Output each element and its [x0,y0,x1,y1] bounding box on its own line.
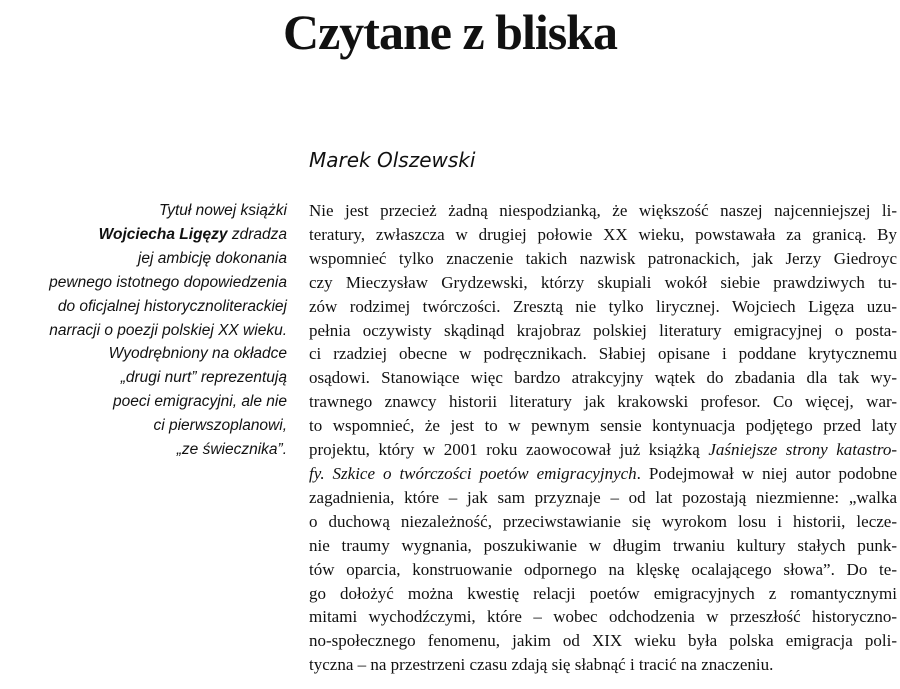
lead-line: Wyodrębniony na okładce [108,345,287,363]
body-line: tów oparcia, konstruowanie odpornego na klęskę ocalającego słowa”. Do te- [309,559,897,579]
body-line: czy Mieczysław Grydzewski, którzy skupiali wokół siebie prawdziwych tu- [309,272,897,292]
lead-line: „ze świecznika”. [176,441,287,459]
body-line: zów rodzimej twórczości. Zresztą nie tylko lirycznej. Wojciech Ligęza uzu- [309,296,897,316]
lead-line: pewnego istotnego dopowiedzenia [49,273,287,291]
body-line: o duchową niezależność, przeciwstawianie się wyrokom losu i historii, lecze- [309,511,897,531]
body-line: go dołożyć można kwestię relacji poetów emigracyjnych z romantycznymi [309,583,897,603]
body-line: mitami wychodźczymi, które – wobec odchodzenia w przeszłość historyczno- [309,607,897,627]
body-line: pełnia oczywisty skądinąd krajobraz polskiej literatury emigracyjnej o posta- [309,320,897,340]
body-line: nie traumy wygnania, poszukiwanie w długim trwaniu kultury stałych punk- [309,535,897,555]
body-line: to wspomnieć, że jest to w pewnym sensie kontynuacja podjętego przed laty [309,416,897,436]
body-line: wspomnieć tylko znaczenie takich nazwisk patronackich, jak Jerzy Giedroyc [309,248,897,268]
article-body [309,199,897,677]
lead-line: poeci emigracyjni, ale nie [112,393,287,411]
body-line [309,462,897,486]
body-line [309,438,897,462]
author-name: Marek Olszewski [309,148,476,172]
body-line: osądowi. Stanowiące więc bardzo atrakcyjny wątek do zbadania dla tak wy- [309,368,897,388]
lead-line: narracji o poezji polskiej XX wieku. [49,321,287,339]
body-line-part: . Podejmował w niej autor podobne [636,463,897,483]
lead-line [0,223,287,247]
lead-line: ci pierwszoplanowi, [153,417,287,435]
book-title-cont: fy. Szkice o twórczości poetów emigracyjnych [309,463,637,483]
body-line: trawnego znawcy historii literatury jak krakowski profesor. Co więcej, war- [309,392,897,412]
body-line-part: projektu, który w 2001 roku zaowocował już książką [309,440,709,460]
lead-line: „drugi nurt” reprezentują [120,369,287,387]
body-line: Nie jest przecież żadną niespodzianką, że większość naszej najcenniejszej li- [309,201,897,220]
lead-paragraph [0,199,287,462]
article-title: Czytane z bliska [283,4,617,60]
body-line: no-społecznego fenomenu, jakim od XIX wieku była polska emigracja poli- [309,631,897,651]
lead-line: do oficjalnej historycznoliterackiej [57,297,287,315]
lead-line: Tytuł nowej książki [158,202,287,219]
body-line: ci rzadziej obecne w podręcznikach. Słabiej opisane i poddane krytycznemu [309,344,897,364]
lead-line-rest: zdradza [227,225,287,243]
body-line: teratury, zwłaszcza w drugiej połowie XX wieku, powstawała za granicą. By [309,224,897,244]
lead-line: jej ambicję dokonania [137,249,287,267]
book-author-name: Wojciecha Ligęzy [98,225,228,243]
book-title: Jaśniejsze strony katastro- [708,440,897,460]
body-line: tyczna – na przestrzeni czasu zdają się słabnąć i tracić na znaczeniu. [309,655,774,675]
body-line: zagadnienia, które – jak sam przyznaje – od lat pozostają niezmienne: „walka [309,487,897,507]
